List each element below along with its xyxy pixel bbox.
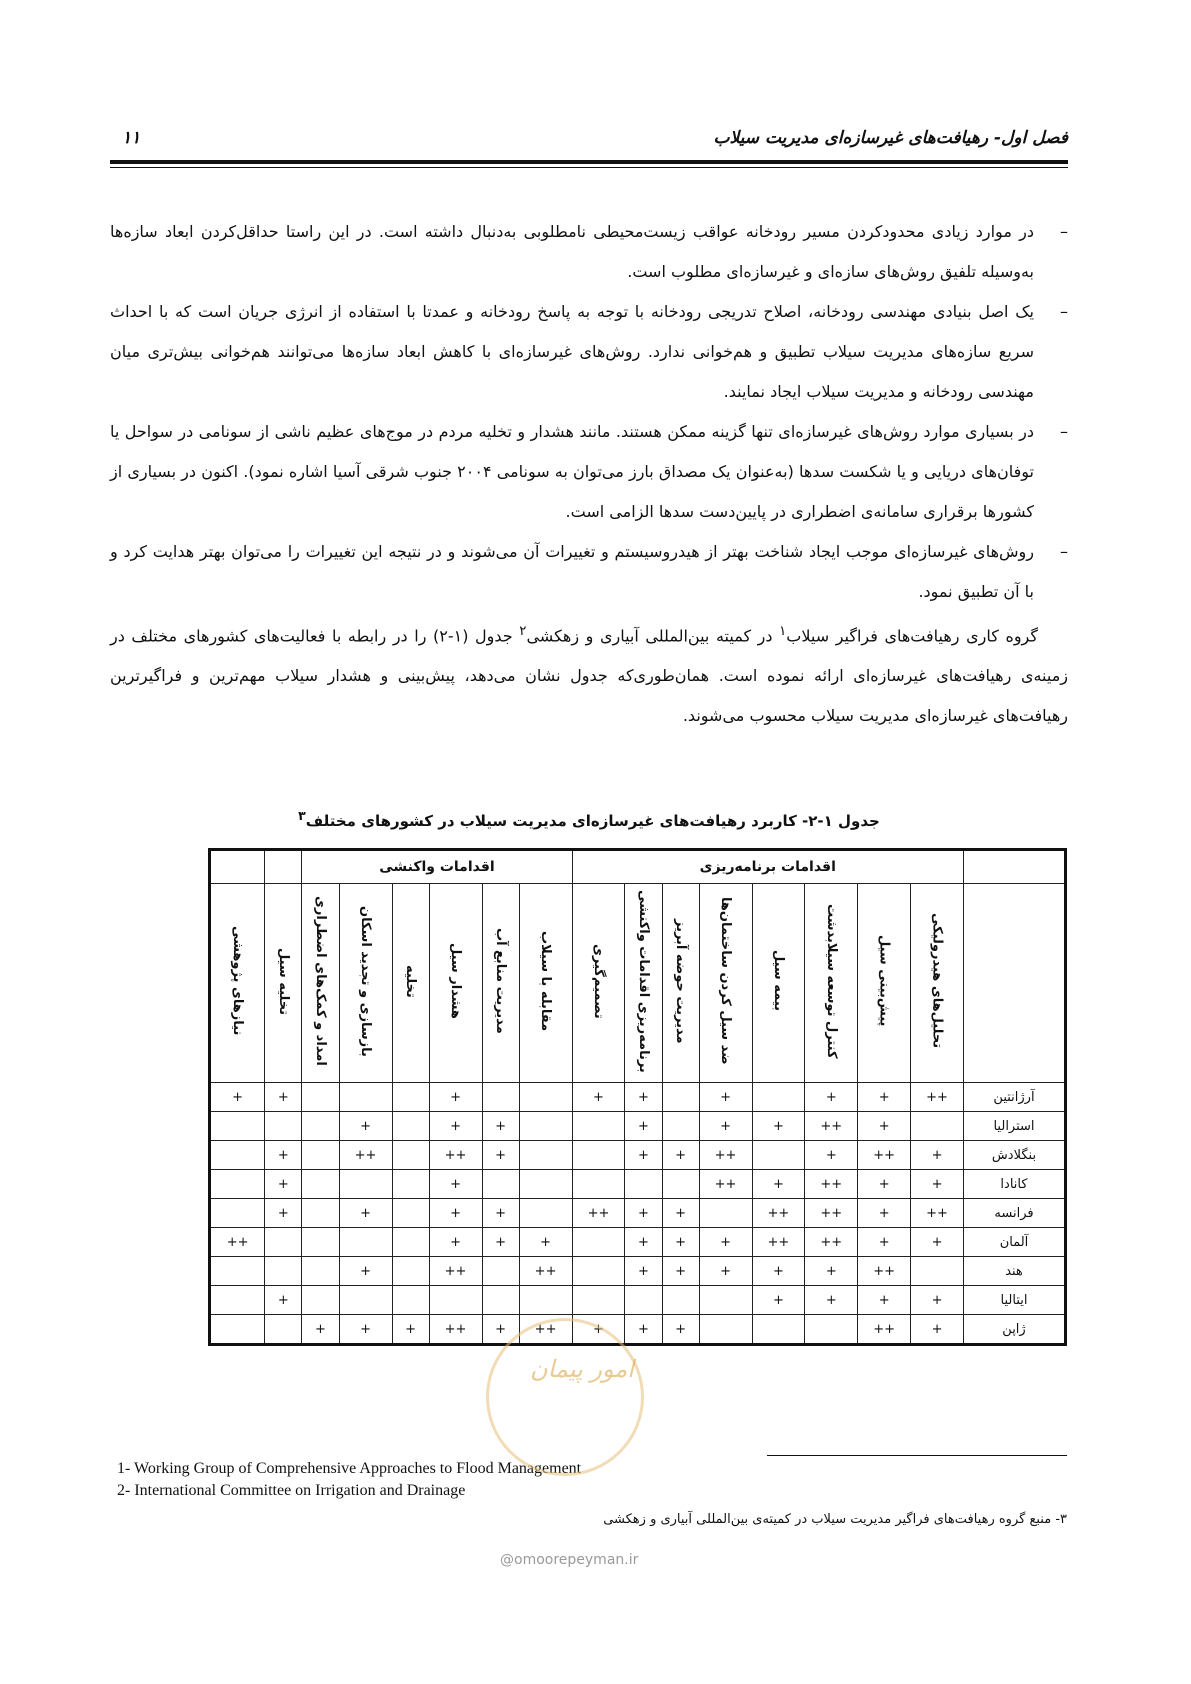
table-cell	[519, 1083, 572, 1112]
table-cell: ++	[858, 1141, 911, 1170]
footnote-ref: ۱	[779, 624, 787, 639]
table-cell: +	[625, 1228, 662, 1257]
table-cell: +	[858, 1286, 911, 1315]
table-cell: +	[429, 1083, 482, 1112]
table-caption	[110, 808, 1068, 830]
table-cell: +	[662, 1315, 699, 1345]
table-cell: +	[625, 1315, 662, 1345]
column-header	[858, 884, 911, 1083]
bullet-dash: –	[1060, 422, 1068, 441]
table-cell: ++	[752, 1199, 805, 1228]
table-cell	[572, 1112, 625, 1141]
country-cell: آلمان	[964, 1228, 1066, 1257]
bullet-text: یک اصل بنیادی مهندسی رودخانه، اصلاح تدریجی رودخانه با توجه به پاسخ رودخانه و عمدتا با استفاده از انرژی جریان است که با احداث سریع سازه‌های مدیریت سیلاب تطبیق و هم‌خوانی ندارد. روش‌های غیرسازه‌ای با کاهش ابعاد سازه‌ها می‌توانند هم‌خوانی بیش‌تری میان مهندسی رودخانه و مدیریت سیلاب ایجاد نمایند.	[110, 302, 1034, 401]
table-cell: +	[699, 1112, 752, 1141]
column-header-label: بازسازی و تجدید اسکان	[358, 905, 374, 1057]
table-cell: +	[265, 1170, 302, 1199]
table-cell: +	[805, 1286, 858, 1315]
group-planning: اقدامات برنامه‌ریزی	[572, 850, 963, 884]
table-cell	[519, 1199, 572, 1228]
column-header	[429, 884, 482, 1083]
column-header-label: تخلیه سیل	[275, 947, 291, 1015]
table-cell: ++	[429, 1141, 482, 1170]
footnote-3: ۳- منبع گروه رهیافت‌های فراگیر مدیریت سیلاب در کمیته‌ی بین‌المللی آبیاری و زهکشی	[603, 1512, 1067, 1527]
table-cell	[210, 1199, 265, 1228]
column-header-label: کنترل توسعه سیلابدشت	[823, 903, 839, 1059]
watermark-text: امور پیمان	[530, 1355, 634, 1383]
table-cell: +	[482, 1228, 519, 1257]
column-header-label: تحلیل‌های هیدرولیکی	[929, 913, 945, 1049]
header-rule-thick	[110, 160, 1068, 164]
paragraph-part: جدول (۱-۲) را در رابطه با فعالیت‌های کشورهای مختلف در زمینه‌ی رهیافت‌های غیرسازه‌ای ارائه نموده است. همان‌طوری‌که جدول نشان می‌دهد، پیش‌بینی و هشدار سیلاب مهم‌ترین و فراگیرترین رهیافت‌های غیرسازه‌ای مدیریت سیلاب محسوب می‌شوند.	[110, 626, 1068, 726]
bullet-dash: –	[1060, 542, 1068, 561]
table-row	[210, 1315, 1066, 1345]
column-header	[572, 884, 625, 1083]
bullet-text: روش‌های غیرسازه‌ای موجب ایجاد شناخت بهتر از هیدروسیستم و تغییرات آن می‌شوند و در نتیجه این تغییرات را می‌توان بهتر هدایت کرد و با آن تطبیق نمود.	[110, 542, 1034, 601]
paragraph-part: گروه کاری رهیافت‌های فراگیر سیلاب	[786, 626, 1039, 646]
table-cell	[482, 1083, 519, 1112]
table-cell: +	[911, 1286, 964, 1315]
table-cell: ++	[429, 1257, 482, 1286]
table-cell: +	[429, 1170, 482, 1199]
column-header	[805, 884, 858, 1083]
table-cell: +	[858, 1112, 911, 1141]
table-cell	[392, 1286, 429, 1315]
table-cell: +	[339, 1112, 392, 1141]
column-header-label: تصمیم‌گیری	[590, 943, 606, 1019]
table-cell	[572, 1228, 625, 1257]
table-cell: +	[265, 1199, 302, 1228]
header-rule-thin	[110, 167, 1068, 168]
country-cell: هند	[964, 1257, 1066, 1286]
table-cell: +	[752, 1257, 805, 1286]
table-cell: +	[625, 1141, 662, 1170]
table-cell: +	[625, 1112, 662, 1141]
table-cell: +	[572, 1315, 625, 1345]
column-header	[752, 884, 805, 1083]
country-cell: ژاپن	[964, 1315, 1066, 1345]
table-cell: +	[699, 1257, 752, 1286]
table-cell	[519, 1170, 572, 1199]
table-cell: ++	[805, 1199, 858, 1228]
column-header-label: مدیریت حوضه آبریز	[673, 918, 689, 1044]
table-cell: ++	[339, 1141, 392, 1170]
table-cell	[572, 1286, 625, 1315]
table-cell: +	[265, 1083, 302, 1112]
table-cell	[210, 1112, 265, 1141]
column-header-label: مدیریت منابع آب	[493, 928, 509, 1034]
table-cell: +	[265, 1141, 302, 1170]
table-cell	[392, 1170, 429, 1199]
table-cell	[392, 1083, 429, 1112]
bullet-dash: –	[1060, 222, 1068, 241]
table-cell: ++	[519, 1257, 572, 1286]
table-cell	[302, 1286, 339, 1315]
table-cell	[572, 1141, 625, 1170]
table-cell	[519, 1286, 572, 1315]
table-cell	[392, 1141, 429, 1170]
table-cell: +	[339, 1315, 392, 1345]
column-header	[699, 884, 752, 1083]
table-cell	[911, 1112, 964, 1141]
table-cell: +	[752, 1170, 805, 1199]
table-cell	[265, 1315, 302, 1345]
table-cell: +	[302, 1315, 339, 1345]
table-cell	[482, 1170, 519, 1199]
column-header	[265, 884, 302, 1083]
column-header-label: تخلیه	[403, 964, 419, 998]
table-body	[210, 850, 1066, 1345]
table-cell	[572, 1170, 625, 1199]
table-cell: +	[699, 1083, 752, 1112]
footnote-ref: ۲	[519, 624, 527, 639]
bullet-dash: –	[1060, 302, 1068, 321]
table-cell	[339, 1170, 392, 1199]
table-cell: +	[339, 1257, 392, 1286]
table-cell: +	[210, 1083, 265, 1112]
country-cell: ایتالیا	[964, 1286, 1066, 1315]
table-cell	[265, 1257, 302, 1286]
table-cell: +	[662, 1199, 699, 1228]
table-row	[210, 1199, 1066, 1228]
table-cell: ++	[429, 1315, 482, 1345]
table-cell: ++	[805, 1170, 858, 1199]
table-cell: +	[625, 1083, 662, 1112]
column-header-label: پیش‌بینی سیل	[876, 935, 892, 1027]
column-header-row	[210, 884, 1066, 1083]
table-cell	[519, 1141, 572, 1170]
country-cell: بنگلادش	[964, 1141, 1066, 1170]
column-header	[392, 884, 429, 1083]
table-cell: +	[482, 1199, 519, 1228]
body-paragraph	[110, 612, 1068, 736]
table-cell	[210, 1141, 265, 1170]
table-cell: +	[519, 1228, 572, 1257]
table-cell	[699, 1315, 752, 1345]
table-cell: +	[265, 1286, 302, 1315]
table-caption-text: جدول ۱-۲- کاربرد رهیافت‌های غیرسازه‌ای مدیریت سیلاب در کشورهای مختلف	[305, 812, 880, 830]
column-header	[210, 884, 265, 1083]
table-cell: +	[482, 1141, 519, 1170]
table-cell	[662, 1286, 699, 1315]
column-header	[482, 884, 519, 1083]
table-cell: +	[752, 1286, 805, 1315]
table-cell: +	[662, 1141, 699, 1170]
table-cell: ++	[911, 1083, 964, 1112]
table-cell	[302, 1170, 339, 1199]
column-header-label: نیازهای پژوهشی	[230, 926, 246, 1036]
table-cell: ++	[858, 1257, 911, 1286]
table-cell: ++	[752, 1228, 805, 1257]
table-row	[210, 1083, 1066, 1112]
table-cell: ++	[572, 1199, 625, 1228]
table-cell	[265, 1228, 302, 1257]
table-cell	[392, 1228, 429, 1257]
table-cell: +	[625, 1199, 662, 1228]
table-cell: ++	[699, 1141, 752, 1170]
table-cell: +	[805, 1257, 858, 1286]
table-cell	[210, 1170, 265, 1199]
table-cell: ++	[519, 1315, 572, 1345]
table-cell	[429, 1286, 482, 1315]
table-cell	[302, 1112, 339, 1141]
corner-cell	[964, 884, 1066, 1083]
footnote-ref: ۳	[298, 808, 306, 823]
table-row	[210, 1228, 1066, 1257]
table-cell: +	[858, 1199, 911, 1228]
bullet-text: در موارد زیادی محدودکردن مسیر رودخانه عواقب زیست‌محیطی نامطلوبی به‌دنبال داشته است. در این راستا حداقل‌کردن ابعاد سازه‌ها به‌وسیله تلفیق روش‌های سازه‌ای و غیرسازه‌ای مطلوب است.	[110, 222, 1034, 281]
table-cell	[210, 1286, 265, 1315]
table-cell: +	[662, 1257, 699, 1286]
footnote-1: 1- Working Group of Comprehensive Approaches to Flood Management	[117, 1460, 582, 1477]
column-header-label: امداد و کمک‌های اضطراری	[312, 896, 328, 1066]
table-cell	[302, 1228, 339, 1257]
table-cell	[302, 1257, 339, 1286]
table-cell	[482, 1286, 519, 1315]
main-text	[110, 212, 1068, 736]
table-cell	[752, 1315, 805, 1345]
chapter-title: فصل اول- رهیافت‌های غیرسازه‌ای مدیریت سیلاب	[713, 128, 1068, 148]
table-cell	[482, 1257, 519, 1286]
table-cell: +	[482, 1315, 519, 1345]
table-cell	[302, 1199, 339, 1228]
table-cell	[625, 1170, 662, 1199]
table-cell	[805, 1315, 858, 1345]
table-cell	[339, 1228, 392, 1257]
column-header	[302, 884, 339, 1083]
column-header-label: بیمه سیل	[770, 950, 786, 1012]
table-cell: +	[858, 1170, 911, 1199]
table-row	[210, 1141, 1066, 1170]
table-cell	[752, 1141, 805, 1170]
table-cell	[302, 1141, 339, 1170]
column-header-label: مقابله با سیلاب	[538, 930, 554, 1032]
watermark-seal	[486, 1318, 644, 1476]
footnote-rule	[767, 1455, 1067, 1456]
table-cell	[265, 1112, 302, 1141]
table-cell: +	[392, 1315, 429, 1345]
table-cell: +	[625, 1257, 662, 1286]
table-cell	[662, 1112, 699, 1141]
page-number: ۱۱	[122, 128, 141, 148]
table-cell	[392, 1257, 429, 1286]
country-cell: کانادا	[964, 1170, 1066, 1199]
table-cell	[302, 1083, 339, 1112]
group-header-row	[210, 850, 1066, 884]
bullet-item	[110, 412, 1068, 532]
bullet-item	[110, 532, 1068, 612]
page-header	[110, 128, 1068, 158]
paragraph-part: در کمیته بین‌المللی آبیاری و زهکشی	[526, 626, 780, 646]
table-cell: +	[572, 1083, 625, 1112]
table-cell: ++	[805, 1228, 858, 1257]
table-cell: +	[911, 1228, 964, 1257]
group-research	[265, 850, 302, 884]
table-cell: ++	[699, 1170, 752, 1199]
table-cell: +	[858, 1083, 911, 1112]
column-header	[662, 884, 699, 1083]
table-cell	[519, 1112, 572, 1141]
table-cell	[662, 1083, 699, 1112]
table-cell	[339, 1286, 392, 1315]
table-cell	[392, 1112, 429, 1141]
table-cell: +	[482, 1112, 519, 1141]
column-header	[625, 884, 662, 1083]
flood-approaches-table	[208, 848, 1067, 1346]
table-cell: +	[752, 1112, 805, 1141]
table-cell: +	[662, 1228, 699, 1257]
column-header	[911, 884, 964, 1083]
table-cell: +	[805, 1083, 858, 1112]
table-cell	[210, 1315, 265, 1345]
table-cell: ++	[911, 1199, 964, 1228]
table-cell: +	[429, 1199, 482, 1228]
table-cell: ++	[210, 1228, 265, 1257]
column-header-label: برنامه‌ریزی اقدامات واکنشی	[635, 889, 651, 1073]
group-reactive: اقدامات واکنشی	[302, 850, 572, 884]
table-cell: ++	[805, 1112, 858, 1141]
country-cell: آرژانتین	[964, 1083, 1066, 1112]
table-cell: +	[429, 1112, 482, 1141]
footnote-2: 2- International Committee on Irrigation and Drainage	[117, 1482, 466, 1499]
table-cell	[911, 1257, 964, 1286]
table-cell: +	[339, 1199, 392, 1228]
table-cell	[392, 1199, 429, 1228]
table-cell	[699, 1199, 752, 1228]
column-header-label: ضد سیل کردن ساختمان‌ها	[718, 897, 734, 1065]
table-cell: +	[911, 1170, 964, 1199]
table-cell	[625, 1286, 662, 1315]
table-cell	[339, 1083, 392, 1112]
table-cell	[752, 1083, 805, 1112]
table-cell: ++	[858, 1315, 911, 1345]
table-cell: +	[911, 1315, 964, 1345]
column-header-label: هشدار سیل	[448, 943, 464, 1019]
table-row	[210, 1286, 1066, 1315]
table-row	[210, 1170, 1066, 1199]
table-cell	[662, 1170, 699, 1199]
table-row	[210, 1257, 1066, 1286]
bullet-text: در بسیاری موارد روش‌های غیرسازه‌ای تنها گزینه ممکن هستند. مانند هشدار و تخلیه مردم در موج‌های عظیم ناشی از سونامی در سواحل یا توفان‌های دریایی و یا شکست سدها (به‌عنوان یک مصداق بارز می‌توان به سونامی ۲۰۰۴ جنوب شرقی آسیا اشاره نمود). اکنون در بسیاری از کشورها برقراری سامانه‌ی اضطراری در پایین‌دست سدها الزامی است.	[110, 422, 1034, 521]
table-cell	[210, 1257, 265, 1286]
bullet-item	[110, 292, 1068, 412]
table-cell: +	[858, 1228, 911, 1257]
country-cell: فرانسه	[964, 1199, 1066, 1228]
table-row	[210, 1112, 1066, 1141]
bullet-item	[110, 212, 1068, 292]
table-cell: +	[911, 1141, 964, 1170]
column-header	[339, 884, 392, 1083]
country-cell: استرالیا	[964, 1112, 1066, 1141]
corner-cell	[964, 850, 1066, 884]
table-cell: +	[699, 1228, 752, 1257]
watermark-url: @omoorepeyman.ir	[500, 1552, 639, 1568]
table-cell: +	[429, 1228, 482, 1257]
table-cell	[572, 1257, 625, 1286]
table-cell	[699, 1286, 752, 1315]
table-cell: +	[805, 1141, 858, 1170]
column-header	[519, 884, 572, 1083]
